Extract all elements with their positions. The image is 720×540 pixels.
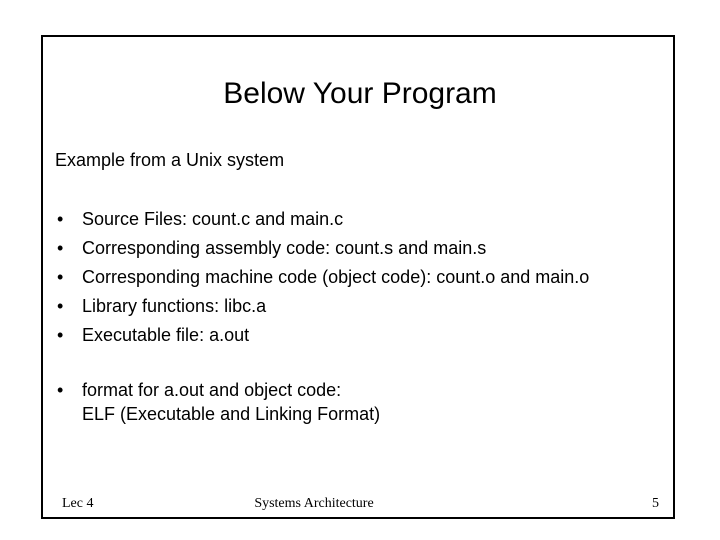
footer-page-number: 5	[652, 496, 659, 511]
bullet-text: Source Files: count.c and main.c	[82, 209, 344, 229]
footer-lecture: Lec 4	[62, 496, 94, 511]
bullet-text: Corresponding assembly code: count.s and main.s	[82, 238, 487, 258]
bullet-list	[55, 205, 589, 350]
list-item	[55, 263, 589, 292]
format-bullet	[55, 378, 380, 426]
bullet-marker: •	[57, 238, 64, 258]
bullet-text: Library functions: libc.a	[82, 296, 267, 316]
list-item	[55, 321, 589, 350]
bullet-marker: •	[57, 267, 64, 287]
footer-course: Systems Architecture	[254, 496, 374, 511]
slide-subtitle: Example from a Unix system	[55, 150, 285, 170]
bullet-marker: •	[57, 296, 64, 316]
list-item	[55, 234, 589, 263]
slide-title: Below Your Program	[223, 77, 497, 110]
bullet-marker: •	[57, 325, 64, 345]
list-item	[55, 292, 589, 321]
list-item	[55, 205, 589, 234]
format-bullet-line1: format for a.out and object code:	[82, 380, 342, 400]
bullet-text: Corresponding machine code (object code): count.o and main.o	[82, 267, 590, 287]
bullet-marker: •	[57, 209, 64, 229]
format-bullet-line2: ELF (Executable and Linking Format)	[82, 404, 381, 424]
bullet-text: Executable file: a.out	[82, 325, 250, 345]
bullet-marker: •	[57, 380, 64, 400]
